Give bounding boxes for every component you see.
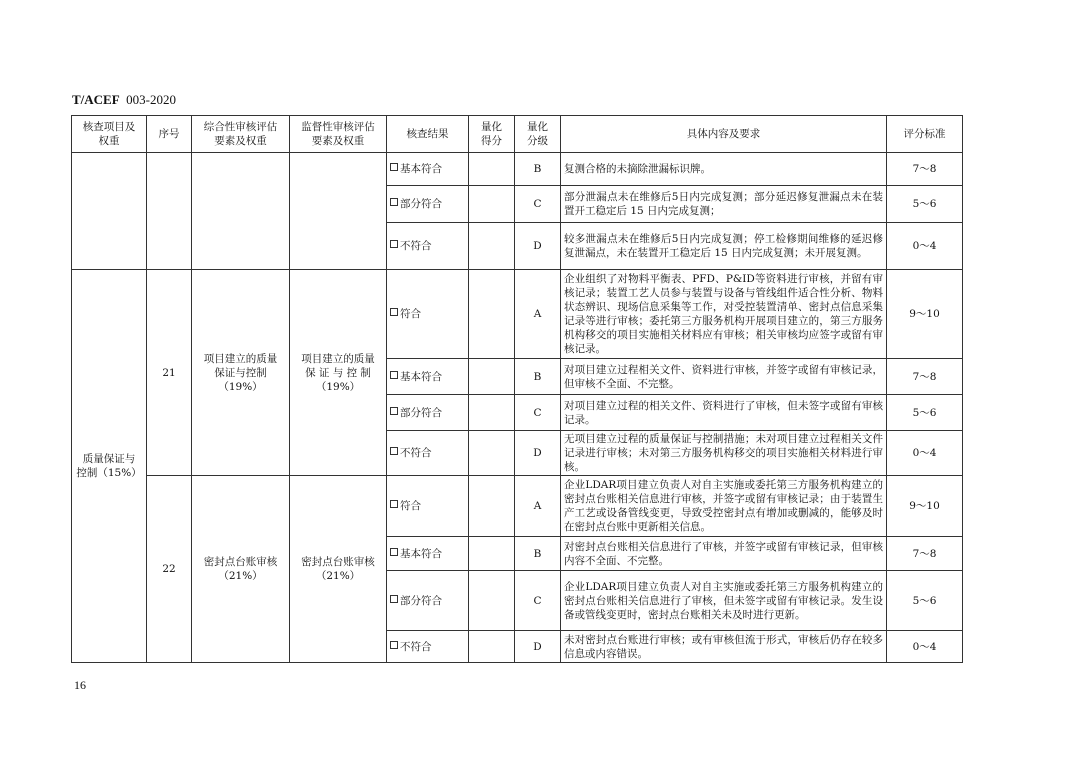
col-header-number: 序号 bbox=[147, 116, 192, 153]
result-cell: 基本符合 bbox=[387, 359, 469, 395]
checkbox-icon bbox=[390, 371, 398, 379]
score-cell bbox=[469, 153, 515, 186]
result-cell: 不符合 bbox=[387, 431, 469, 476]
grade-cell: A bbox=[515, 476, 561, 537]
checkbox-icon bbox=[390, 447, 398, 455]
empty-cell bbox=[147, 153, 192, 270]
col-header-criteria: 评分标准 bbox=[887, 116, 963, 153]
grade-cell: D bbox=[515, 223, 561, 270]
col-header-requirements: 具体内容及要求 bbox=[561, 116, 887, 153]
page-number: 16 bbox=[74, 678, 86, 692]
item-number: 22 bbox=[147, 476, 192, 663]
item-number: 21 bbox=[147, 270, 192, 476]
checkbox-icon bbox=[390, 163, 398, 171]
requirement-cell: 对项目建立过程相关文件、资料进行审核，并签字或留有审核记录，但审核不全面、不完整。 bbox=[561, 359, 887, 395]
requirement-cell: 企业LDAR项目建立负责人对自主实施或委托第三方服务机构建立的密封点台账相关信息进行审核，并签字或留有审核记录；由于装置生产工艺或设备管线变更，导致受控密封点有增加或删减的，能够及时在密封点台账中更新相关信息。 bbox=[561, 476, 887, 537]
checkbox-icon bbox=[390, 198, 398, 206]
criteria-cell: 5～6 bbox=[887, 395, 963, 431]
table-header-row bbox=[72, 116, 963, 153]
comprehensive-element: 密封点台账审核 （21%） bbox=[192, 476, 290, 663]
checkbox-icon bbox=[390, 641, 398, 649]
result-cell: 符合 bbox=[387, 476, 469, 537]
result-cell: 基本符合 bbox=[387, 537, 469, 571]
requirement-cell: 复测合格的未摘除泄漏标识牌。 bbox=[561, 153, 887, 186]
supervisory-element: 密封点台账审核 （21%） bbox=[290, 476, 387, 663]
grade-cell: B bbox=[515, 153, 561, 186]
audit-table bbox=[71, 115, 963, 663]
result-cell: 不符合 bbox=[387, 631, 469, 663]
grade-cell: A bbox=[515, 270, 561, 359]
grade-cell: C bbox=[515, 571, 561, 631]
checkbox-icon bbox=[390, 407, 398, 415]
grade-cell: D bbox=[515, 631, 561, 663]
table-row bbox=[72, 476, 963, 537]
checkbox-icon bbox=[390, 240, 398, 248]
checkbox-icon bbox=[390, 595, 398, 603]
criteria-cell: 7～8 bbox=[887, 153, 963, 186]
criteria-cell: 0～4 bbox=[887, 431, 963, 476]
col-header-supervisory: 监督性审核评估 要素及权重 bbox=[290, 116, 387, 153]
col-header-result: 核查结果 bbox=[387, 116, 469, 153]
score-cell bbox=[469, 631, 515, 663]
col-header-grade: 量化 分级 bbox=[515, 116, 561, 153]
grade-cell: C bbox=[515, 186, 561, 223]
grade-cell: D bbox=[515, 431, 561, 476]
empty-cell bbox=[192, 153, 290, 270]
score-cell bbox=[469, 359, 515, 395]
criteria-cell: 0～4 bbox=[887, 631, 963, 663]
criteria-cell: 9～10 bbox=[887, 476, 963, 537]
score-cell bbox=[469, 223, 515, 270]
requirement-cell: 部分泄漏点未在维修后5日内完成复测；部分延迟修复泄漏点未在装置开工稳定后 15 日内完成复测； bbox=[561, 186, 887, 223]
requirement-cell: 未对密封点台账进行审核；或有审核但流于形式，审核后仍存在较多信息或内容错误。 bbox=[561, 631, 887, 663]
comprehensive-element: 项目建立的质量 保证与控制 （19%） bbox=[192, 270, 290, 476]
criteria-cell: 7～8 bbox=[887, 359, 963, 395]
empty-cell bbox=[72, 153, 147, 270]
grade-cell: B bbox=[515, 359, 561, 395]
empty-cell bbox=[290, 153, 387, 270]
score-cell bbox=[469, 537, 515, 571]
supervisory-element: 项目建立的质量 保 证 与 控 制 （19%） bbox=[290, 270, 387, 476]
score-cell bbox=[469, 186, 515, 223]
criteria-cell: 0～4 bbox=[887, 223, 963, 270]
document-id: T/ACEF 003-2020 bbox=[72, 92, 177, 107]
result-cell: 部分符合 bbox=[387, 395, 469, 431]
requirement-cell: 较多泄漏点未在维修后5日内完成复测；停工检修期间维修的延迟修复泄漏点，未在装置开工稳定后 15 日内完成复测；未开展复测。 bbox=[561, 223, 887, 270]
result-cell: 不符合 bbox=[387, 223, 469, 270]
result-cell: 基本符合 bbox=[387, 153, 469, 186]
grade-cell: C bbox=[515, 395, 561, 431]
criteria-cell: 9～10 bbox=[887, 270, 963, 359]
score-cell bbox=[469, 395, 515, 431]
requirement-cell: 企业组织了对物料平衡表、PFD、P&ID等资料进行审核，并留有审核记录；装置工艺人员参与装置与设备与管线组件适合性分析、物料状态辨识、现场信息采集等工作，对受控装置清单、密封点信息采集记录等进行审核；委托第三方服务机构开展项目建立的，第三方服务机构移交的项目实施相关材料应有审核；相关审核均应签字或留有审核记录。 bbox=[561, 270, 887, 359]
requirement-cell: 无项目建立过程的质量保证与控制措施；未对项目建立过程相关文件记录进行审核；未对第三方服务机构移交的项目实施相关材料进行审核。 bbox=[561, 431, 887, 476]
requirement-cell: 企业LDAR项目建立负责人对自主实施或委托第三方服务机构建立的密封点台账相关信息进行了审核，但未签字或留有审核记录。发生设备或管线变更时，密封点台账相关未及时进行更新。 bbox=[561, 571, 887, 631]
requirement-cell: 对项目建立过程的相关文件、资料进行了审核，但未签字或留有审核记录。 bbox=[561, 395, 887, 431]
col-header-comprehensive: 综合性审核评估 要素及权重 bbox=[192, 116, 290, 153]
col-header-item: 核查项目及 权重 bbox=[72, 116, 147, 153]
score-cell bbox=[469, 431, 515, 476]
criteria-cell: 7～8 bbox=[887, 537, 963, 571]
section-cell: 质量保证与 控制（15%） bbox=[72, 270, 147, 663]
criteria-cell: 5～6 bbox=[887, 186, 963, 223]
table-row bbox=[72, 153, 963, 186]
requirement-cell: 对密封点台账相关信息进行了审核，并签字或留有审核记录，但审核内容不全面、不完整。 bbox=[561, 537, 887, 571]
col-header-score: 量化 得分 bbox=[469, 116, 515, 153]
checkbox-icon bbox=[390, 308, 398, 316]
checkbox-icon bbox=[390, 500, 398, 508]
score-cell bbox=[469, 270, 515, 359]
checkbox-icon bbox=[390, 548, 398, 556]
result-cell: 符合 bbox=[387, 270, 469, 359]
grade-cell: B bbox=[515, 537, 561, 571]
score-cell bbox=[469, 476, 515, 537]
table-row bbox=[72, 270, 963, 359]
criteria-cell: 5～6 bbox=[887, 571, 963, 631]
result-cell: 部分符合 bbox=[387, 186, 469, 223]
result-cell: 部分符合 bbox=[387, 571, 469, 631]
score-cell bbox=[469, 571, 515, 631]
